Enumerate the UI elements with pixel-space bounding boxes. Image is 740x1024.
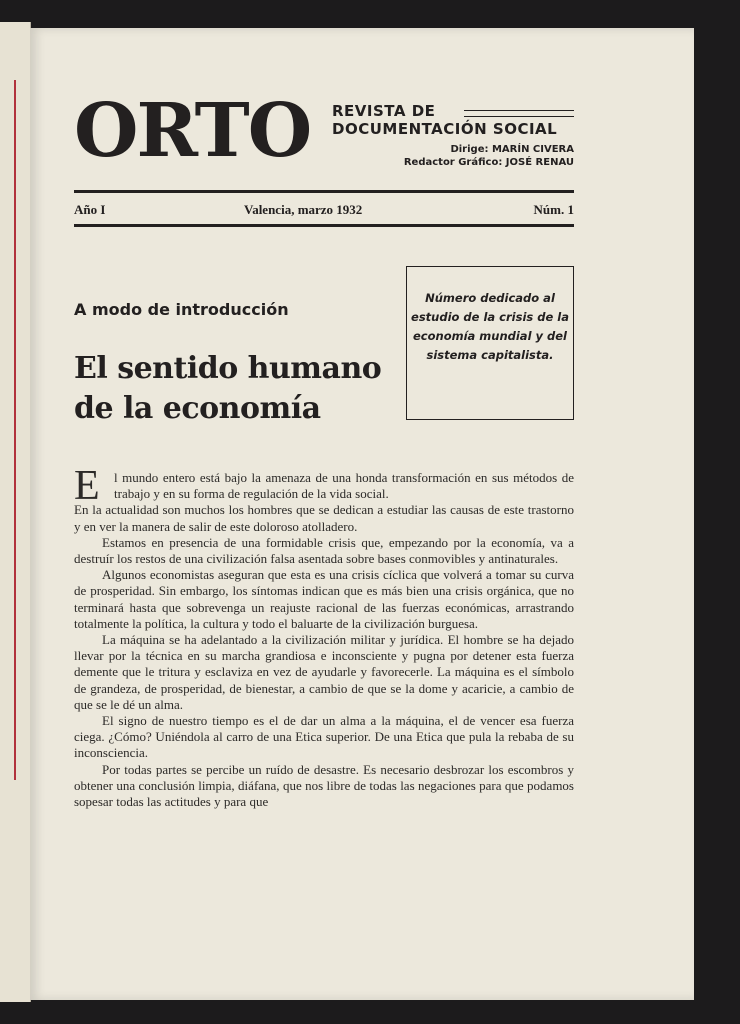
masthead-subtitle-line2: DOCUMENTACIÓN SOCIAL (332, 120, 558, 138)
facing-page-edge (0, 22, 31, 1002)
masthead-title: ORTO (74, 88, 311, 174)
article-body (74, 470, 574, 810)
issue-number: Núm. 1 (533, 202, 574, 217)
graphic-editor-credit: Redactor Gráfico: JOSÉ RENAU (403, 157, 574, 168)
issue-place-date: Valencia, marzo 1932 (244, 202, 363, 217)
paragraph-1-continuation: En la actualidad son muchos los hombres que se dedican a estudiar las causas de este trastorno y en ver la manera de salir de este doloroso atolladero. (74, 502, 574, 534)
dedication-text: Número dedicado al estudio de la crisis de la economía mundial y del sistema capitalista. (411, 291, 569, 362)
header-bottom-rule (74, 224, 574, 227)
article-title-line1: El sentido humano (74, 351, 382, 386)
paragraph-2: Estamos en presencia de una formidable crisis que, empezando por la economía, va a destruír los restos de una civilización falsa asentada sobre bases conmovibles y antinaturales. (74, 534, 574, 567)
paragraph-1-start: l mundo entero está bajo la amenaza de una honda transformación en sus métodos de trabajo y en su forma de regulación de la vida social. (114, 470, 574, 502)
header-top-rule (74, 190, 574, 193)
article-kicker: A modo de introducción (74, 300, 289, 319)
magazine-page (30, 28, 694, 1000)
paragraph-5: El signo de nuestro tiempo es el de dar un alma a la máquina, el de vencer esa fuerza ciega. ¿Cómo? Uniéndola al carro de una Etica superior. De una Etica que pula la rebaba de su inconsciencia. (74, 713, 574, 761)
paragraph-3: Algunos economistas aseguran que esta es una crisis cíclica que volverá a tomar su curva de prosperidad. Sin embargo, los síntomas indican que es más bien una crisis orgánica, que no terminará hasta que sobrevenga un reajuste racional de las fuerzas económicas, arrastrando totalmente la política, la cultura y todo el baluarte de la civilización burguesa. (74, 567, 574, 631)
paragraph-4: La máquina se ha adelantado a la civilización militar y jurídica. El hombre se ha dejado llevar por la técnica en su marcha grandiosa e inconsciente y pugna por detener esta fuerza demente que le tritura y esclaviza en vez de ayudarle y favorecerle. La máquina es el símbolo de grandeza, de prosperidad, de bienestar, a cambio de que se la dome y acaricie, a cambio de que se le dé un alma. (74, 632, 574, 712)
facing-page-red-border (0, 80, 16, 780)
issue-year: Año I (74, 202, 106, 217)
article-title-line2: de la economía (74, 391, 321, 426)
paragraph-1 (74, 470, 574, 535)
drop-cap: E (74, 463, 100, 509)
director-credit: Dirige: MARÍN CIVERA (450, 144, 574, 155)
masthead-subtitle-line1: REVISTA DE (332, 102, 436, 120)
paragraph-6: Por todas partes se percibe un ruído de desastre. Es necesario desbrozar los escombros y obtener una conclusión limpia, diáfana, que nos libre de todas las negaciones para que podamos sopesar todas las actitudes y para que (74, 761, 574, 810)
masthead-double-rule (464, 110, 574, 117)
